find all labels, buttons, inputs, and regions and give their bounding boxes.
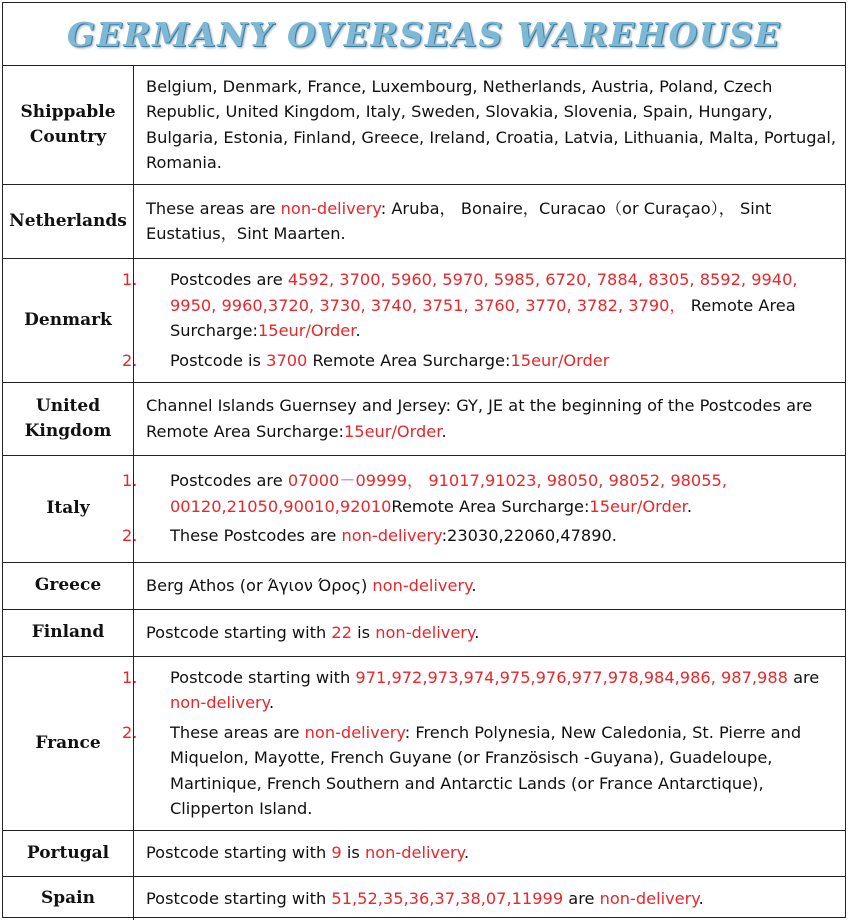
italy-item-2-num: 2. [122, 526, 138, 546]
denmark-item-2-mid: Remote Area Surcharge: [307, 350, 511, 370]
spain-post: . [698, 888, 704, 908]
finland-highlight: non-delivery [375, 622, 475, 642]
country-netherlands: Netherlands [3, 184, 134, 258]
uk-post: . [441, 421, 447, 441]
denmark-item-2-surcharge: 15eur/Order [510, 350, 610, 370]
finland-post: . [474, 622, 480, 642]
uk-surcharge: 15eur/Order [343, 421, 442, 441]
country-finland: Finland [3, 609, 134, 656]
row-france [3, 656, 845, 830]
italy-item-2 [122, 523, 837, 549]
italy-item-1-pre: Postcodes are [170, 471, 288, 491]
row-netherlands [3, 184, 845, 258]
denmark-item-1-postcodes: 4592, 3700, 5960, 5970, 5985, 6720, 7884, 8305, 8592, 9940, 9950, 9960,3720, 3730, 3740, 3751, 3760, 3770, 3782, 3790， [170, 270, 798, 315]
country-portugal: Portugal [3, 830, 134, 876]
page-title: GERMANY OVERSEAS WAREHOUSE [3, 3, 845, 66]
finland-prefix: 22 [331, 622, 353, 642]
denmark-item-2-postcode: 3700 [266, 350, 308, 370]
greece-highlight: non-delivery [372, 575, 472, 595]
italy-item-1 [122, 468, 837, 519]
country-greece: Greece [3, 562, 134, 609]
portugal-highlight: non-delivery [364, 843, 464, 863]
country-spain: Spain [3, 876, 134, 920]
italy-item-1-surcharge: 15eur/Order [589, 496, 687, 516]
denmark-item-1-surcharge: 15eur/Order [257, 321, 356, 340]
denmark-item-1-pre: Postcodes are [170, 270, 288, 289]
info-portugal [134, 830, 846, 876]
denmark-item-2-num: 2. [122, 350, 138, 370]
info-italy [122, 455, 846, 562]
uk-pre: Channel Islands Guernsey and Jersey: GY, JE at the beginning of the Postcodes are Remote Area Surcharge: [146, 396, 813, 441]
info-netherlands [134, 184, 846, 258]
france-item-2 [122, 720, 837, 822]
spain-pre: Postcode starting with [146, 888, 332, 908]
country-shippable: Shippable Country [3, 66, 134, 184]
warehouse-table-sheet [2, 2, 846, 918]
row-denmark [3, 258, 845, 382]
info-uk [134, 382, 846, 455]
country-uk: United Kingdom [3, 382, 134, 455]
france-item-1-pre: Postcode starting with [170, 667, 356, 687]
denmark-item-1-num: 1. [122, 270, 138, 289]
france-item-1-prefixes: 971,972,973,974,975,976,977,978,984,986, 987,988 [355, 667, 788, 687]
denmark-item-1 [122, 267, 837, 344]
info-france [122, 656, 846, 830]
italy-item-2-highlight: non-delivery [341, 526, 442, 546]
portugal-prefix: 9 [331, 843, 342, 863]
netherlands-post: : Aruba， Bonaire，Curacao（or Curaçao）， Sint Eustatius，Sint Maarten. [146, 198, 772, 243]
france-item-1-num: 1. [122, 667, 138, 687]
info-finland [134, 609, 846, 656]
denmark-item-2-pre: Postcode is [170, 350, 267, 370]
row-finland [3, 609, 845, 656]
netherlands-pre: These areas are [146, 198, 281, 218]
info-greece [134, 562, 846, 609]
portugal-post: . [463, 843, 470, 863]
row-uk [3, 382, 845, 455]
shippable-list: Belgium, Denmark, France, Luxembourg, Netherlands, Austria, Poland, Czech Republic, United Kingdom, Italy, Sweden, Slovakia, Slovenia, Spain, Hungary, Bulgaria, Estonia, Finland, Greece, Ireland, Croatia, Latvia, Lithuania, Malta, Portugal, Romania. [146, 76, 837, 173]
italy-item-1-post: . [686, 496, 693, 516]
france-item-2-num: 2. [122, 722, 138, 742]
denmark-item-1-post: . [355, 321, 361, 340]
france-item-1-post: . [268, 693, 275, 712]
info-spain [134, 876, 846, 920]
info-shippable [134, 66, 846, 184]
greece-post: . [471, 575, 477, 595]
france-item-1 [122, 665, 837, 716]
spain-highlight: non-delivery [599, 888, 699, 908]
france-item-1-mid: are [787, 667, 820, 687]
denmark-item-1-mid: Remote Area Surcharge: [170, 295, 796, 340]
row-spain [3, 876, 845, 920]
portugal-mid: is [341, 843, 365, 863]
italy-item-2-post: :23030,22060,47890. [441, 526, 617, 546]
info-denmark [122, 258, 846, 382]
finland-mid: is [352, 622, 376, 642]
italy-item-1-num: 1. [122, 471, 138, 491]
row-italy [3, 455, 845, 562]
country-france: France [3, 656, 134, 830]
country-italy: Italy [3, 455, 134, 562]
spain-mid: are [563, 888, 600, 908]
row-shippable [3, 66, 845, 184]
netherlands-highlight: non-delivery [280, 198, 381, 218]
denmark-item-2 [122, 348, 837, 374]
row-greece [3, 562, 845, 609]
italy-item-2-pre: These Postcodes are [170, 526, 342, 546]
country-denmark: Denmark [3, 258, 134, 382]
spain-prefixes: 51,52,35,36,37,38,07,11999 [331, 888, 564, 908]
portugal-pre: Postcode starting with [146, 843, 332, 863]
country-rules-table [3, 66, 845, 920]
greece-pre: Berg Athos (or Άγιον Όρος) [146, 575, 373, 595]
finland-pre: Postcode starting with [146, 622, 332, 642]
italy-item-1-postcodes: 07000－09999， 91017,91023, 98050, 98052, 98055, 00120,21050,90010,92010 [170, 471, 727, 516]
france-item-2-pre: These areas are [170, 722, 305, 742]
france-item-2-post: : French Polynesia, New Caledonia, St. Pierre and Miquelon, Mayotte, French Guyane (or Französisch -Guyana), Guadeloupe, Martinique, French Southern and Antarctic Lands (or France Antarctique), Clipperton Island. [170, 722, 802, 818]
row-portugal [3, 830, 845, 876]
france-item-1-highlight: non-delivery [170, 693, 269, 712]
italy-item-1-mid: Remote Area Surcharge: [391, 496, 590, 516]
france-item-2-highlight: non-delivery [304, 722, 405, 742]
